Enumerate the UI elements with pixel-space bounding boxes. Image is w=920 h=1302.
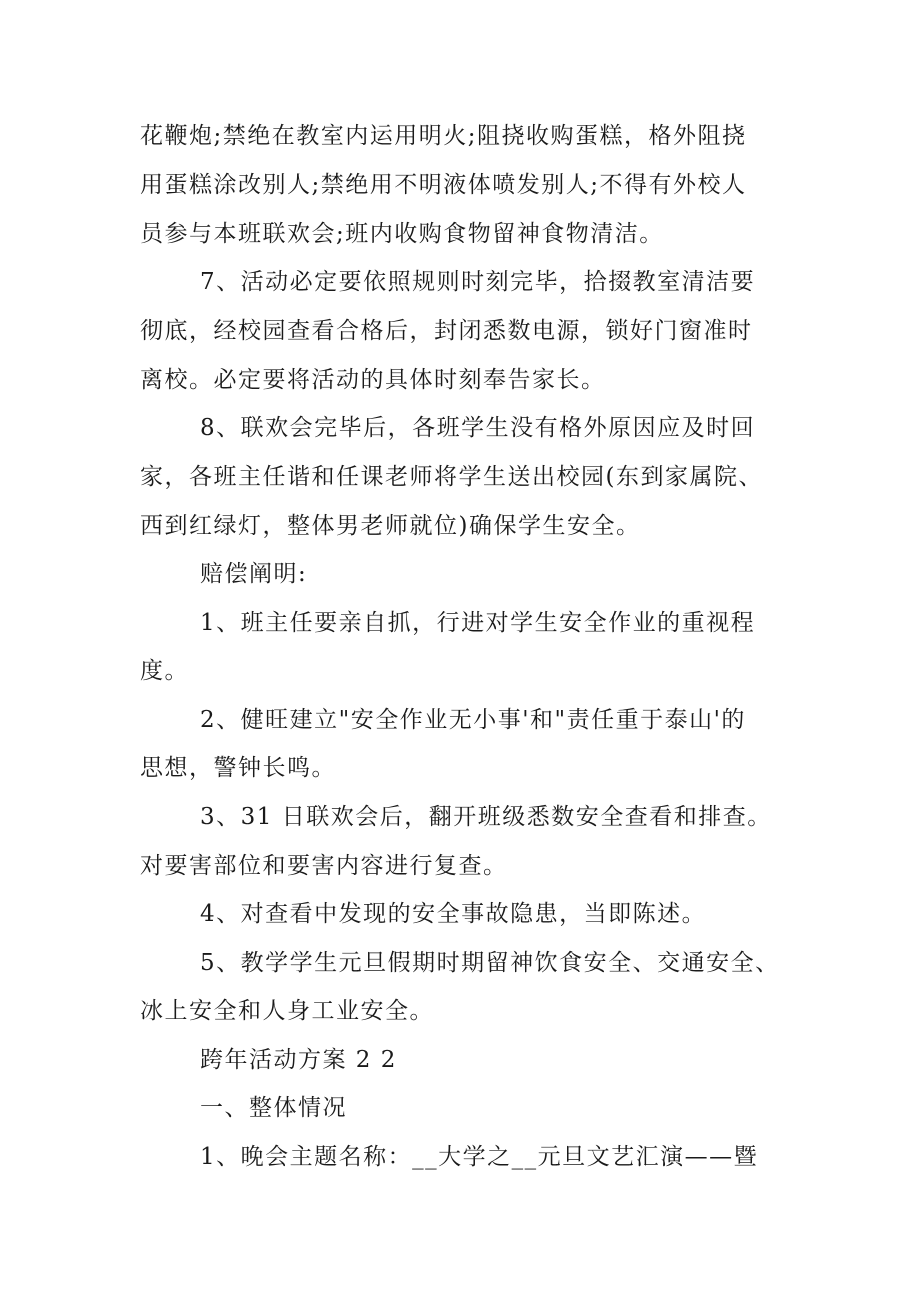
text-line-11: 1、班主任要亲自抓，行进对学生安全作业的重视程 xyxy=(200,610,756,636)
text-line-14: 思想，警钟长鸣。 xyxy=(140,755,336,781)
text-line-7: 8、联欢会完毕后，各班学生没有格外原因应及时回 xyxy=(200,415,756,441)
text-line-1: 花鞭炮;禁绝在教室内运用明火;阻挠收购蛋糕，格外阻挠 xyxy=(140,123,747,149)
text-line-3: 员参与本班联欢会;班内收购食物留神食物清洁。 xyxy=(140,221,664,247)
text-line-22: 1、晚会主题名称：__大学之__元旦文艺汇演——暨 xyxy=(200,1144,759,1170)
text-line-9: 西到红绿灯，整体男老师就位)确保学生安全。 xyxy=(140,513,641,539)
text-line-15: 3、31 日联欢会后，翻开班级悉数安全查看和排查。 xyxy=(200,804,772,830)
document-title-plan: 跨年活动方案 2 2 xyxy=(200,1047,397,1073)
section-heading-overview: 一、整体情况 xyxy=(200,1095,347,1121)
text-line-17: 4、对查看中发现的安全事故隐患，当即陈述。 xyxy=(200,901,707,927)
text-line-12: 度。 xyxy=(140,658,189,684)
text-line-4: 7、活动必定要依照规则时刻完毕，拾掇教室清洁要 xyxy=(200,269,756,295)
text-line-18: 5、教学学生元旦假期时期留神饮食安全、交通安全、 xyxy=(200,950,780,976)
text-line-8: 家，各班主任谐和任课老师将学生送出校园(东到家属院、 xyxy=(140,464,763,490)
text-line-5: 彻底，经校园查看合格后，封闭悉数电源，锁好门窗准时 xyxy=(140,318,753,344)
text-line-13: 2、健旺建立"安全作业无小事'和"责任重于泰山'的 xyxy=(200,707,746,733)
text-line-6: 离校。必定要将活动的具体时刻奉告家长。 xyxy=(140,367,606,393)
text-line-19: 冰上安全和人身工业安全。 xyxy=(140,998,434,1024)
section-heading-compensation: 赔偿阐明: xyxy=(200,561,308,587)
text-line-2: 用蛋糕涂改别人;禁绝用不明液体喷发别人;不得有外校人 xyxy=(140,172,747,198)
text-line-16: 对要害部位和要害内容进行复查。 xyxy=(140,853,508,879)
